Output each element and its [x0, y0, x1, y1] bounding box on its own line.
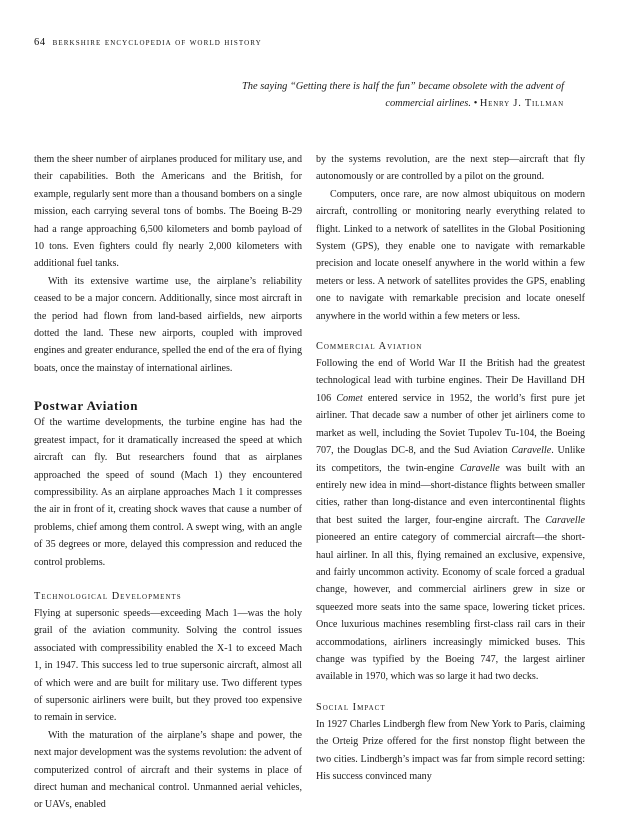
quote-bullet: • [473, 98, 478, 109]
quote-text: The saying “Getting there is half the fun” became obsolete with the advent of commercial airlines. [242, 81, 564, 109]
paragraph: With its extensive wartime use, the airplane’s reliability ceased to be a major concern. Additionally, since most aircraft in the period had flown from land-based airfields, new airports dotted the land. These new airports, coupled with improved engines and greater endurance, spelled the end of the era of flying boats, once the mainstay of international airlines. [34, 275, 302, 374]
paragraph: In 1927 Charles Lindbergh flew from New York to Paris, claiming the Orteig Prize offered for the first nonstop flight between the two cities. Lindbergh’s impact was far from simple record setting: His success convinced many [316, 718, 585, 782]
running-head-title: berkshire encyclopedia of world history [52, 38, 262, 48]
paragraph: Flying at supersonic speeds—exceeding Mach 1—was the holy grail of the aviation community. Solving the control issues associated with compressibility enabled the X-1 to exceed Mach 1, in 1947. This success led to true supersonic aircraft, almost all of which were and are built for military use. Two different types of supersonic airliners were built, but they proved too expensive to remain in service. [34, 607, 302, 724]
subsection-heading-technological-developments: Technological Developments [34, 590, 182, 602]
paragraph: With the maturation of the airplane’s shape and power, the next major development was the systems revolution: the advent of computerized control of aircraft and their systems in place of direct human and mechanical control. Unmanned aerial vehicles, or UAVs, enabled [34, 729, 302, 811]
paragraph: Computers, once rare, are now almost ubiquitous on modern aircraft, controlling or monitoring nearly everything related to flight. Linked to a network of satellites in the Global Positioning System (GPS), they enable one to navigate with remarkable precision and locate oneself anywhere in the world within a few meters or less. A network of satellites provides the GPS, enabling one to navigate with remarkable precision and locate oneself anywhere in the world within a few meters or less. [316, 188, 585, 322]
running-head [34, 37, 594, 48]
quote-attribution: Henry J. Tillman [479, 98, 564, 109]
section-heading-postwar-aviation: Postwar Aviation [34, 398, 139, 414]
paragraph: Of the wartime developments, the turbine engine has had the greatest impact, for it dramatically increased the speed at which aircraft can fly. But researchers found that as airplanes approached the speed of sound (Mach 1) they encountered compressibility. As an airplane approaches Mach 1 it compresses the air in front of it, creating shock waves that cause a number of problems, chief among them control. A swept wing, with an angle of 35 degrees or more, delayed this compression and reduced the control problems. [34, 417, 302, 568]
right-column [316, 151, 585, 785]
subsection-heading-commercial-aviation: Commercial Aviation [316, 341, 423, 353]
epigraph-quote [234, 78, 564, 112]
page-number: 64 [34, 37, 46, 48]
paragraph: them the sheer number of airplanes produced for military use, and their capabilities. Both the Americans and the British, for example, regularly sent more than a thousand bombers on a single mission, each carrying several tons of bombs. The Boeing B-29 had a range approaching 6,500 kilometers and bomb payload of 10 tons. Even fighters could fly nearly 2,000 kilometers with additional fuel tanks. [34, 154, 302, 270]
left-column [34, 151, 302, 814]
subsection-heading-social-impact: Social Impact [316, 701, 386, 713]
paragraph-commercial: Following the end of World War II the British had the greatest technological lead with turbine engines. Their De Havilland DH 106 Comet entered service in 1952, the world’s first pure jet airliner. That decade saw a number of other jet airliners come to market as well, including the Soviet Tupolev Tu-104, the Boeing 707, the Douglas DC-8, and the Sud Aviation Caravelle. Unlike its competitors, the twin-engine Caravelle was built with an entirely new idea in mind—short-distance flights between smaller cities, rather than long-distance and even intercontinental flights that best suited the larger, four-engine aircraft. The Caravelle pioneered an entire category of commercial aircraft—the short-haul airliner. In all this, flying remained an exclusive, expensive, and fairly uncommon activity. Economy of scale forced a gradual change, however, and commercial airliners grew in size or squeezed more seats into the same space, lowering ticket prices. Once luxurious machines resembling first-class rail cars in their accommodations, airliners increasingly mimicked buses. This change was typified by the Boeing 747, the largest airliner available in 1970, which was so large it had two decks. [316, 358, 586, 683]
paragraph: by the systems revolution, are the next step—aircraft that fly autonomously or are controlled by a pilot on the ground. [316, 154, 585, 183]
